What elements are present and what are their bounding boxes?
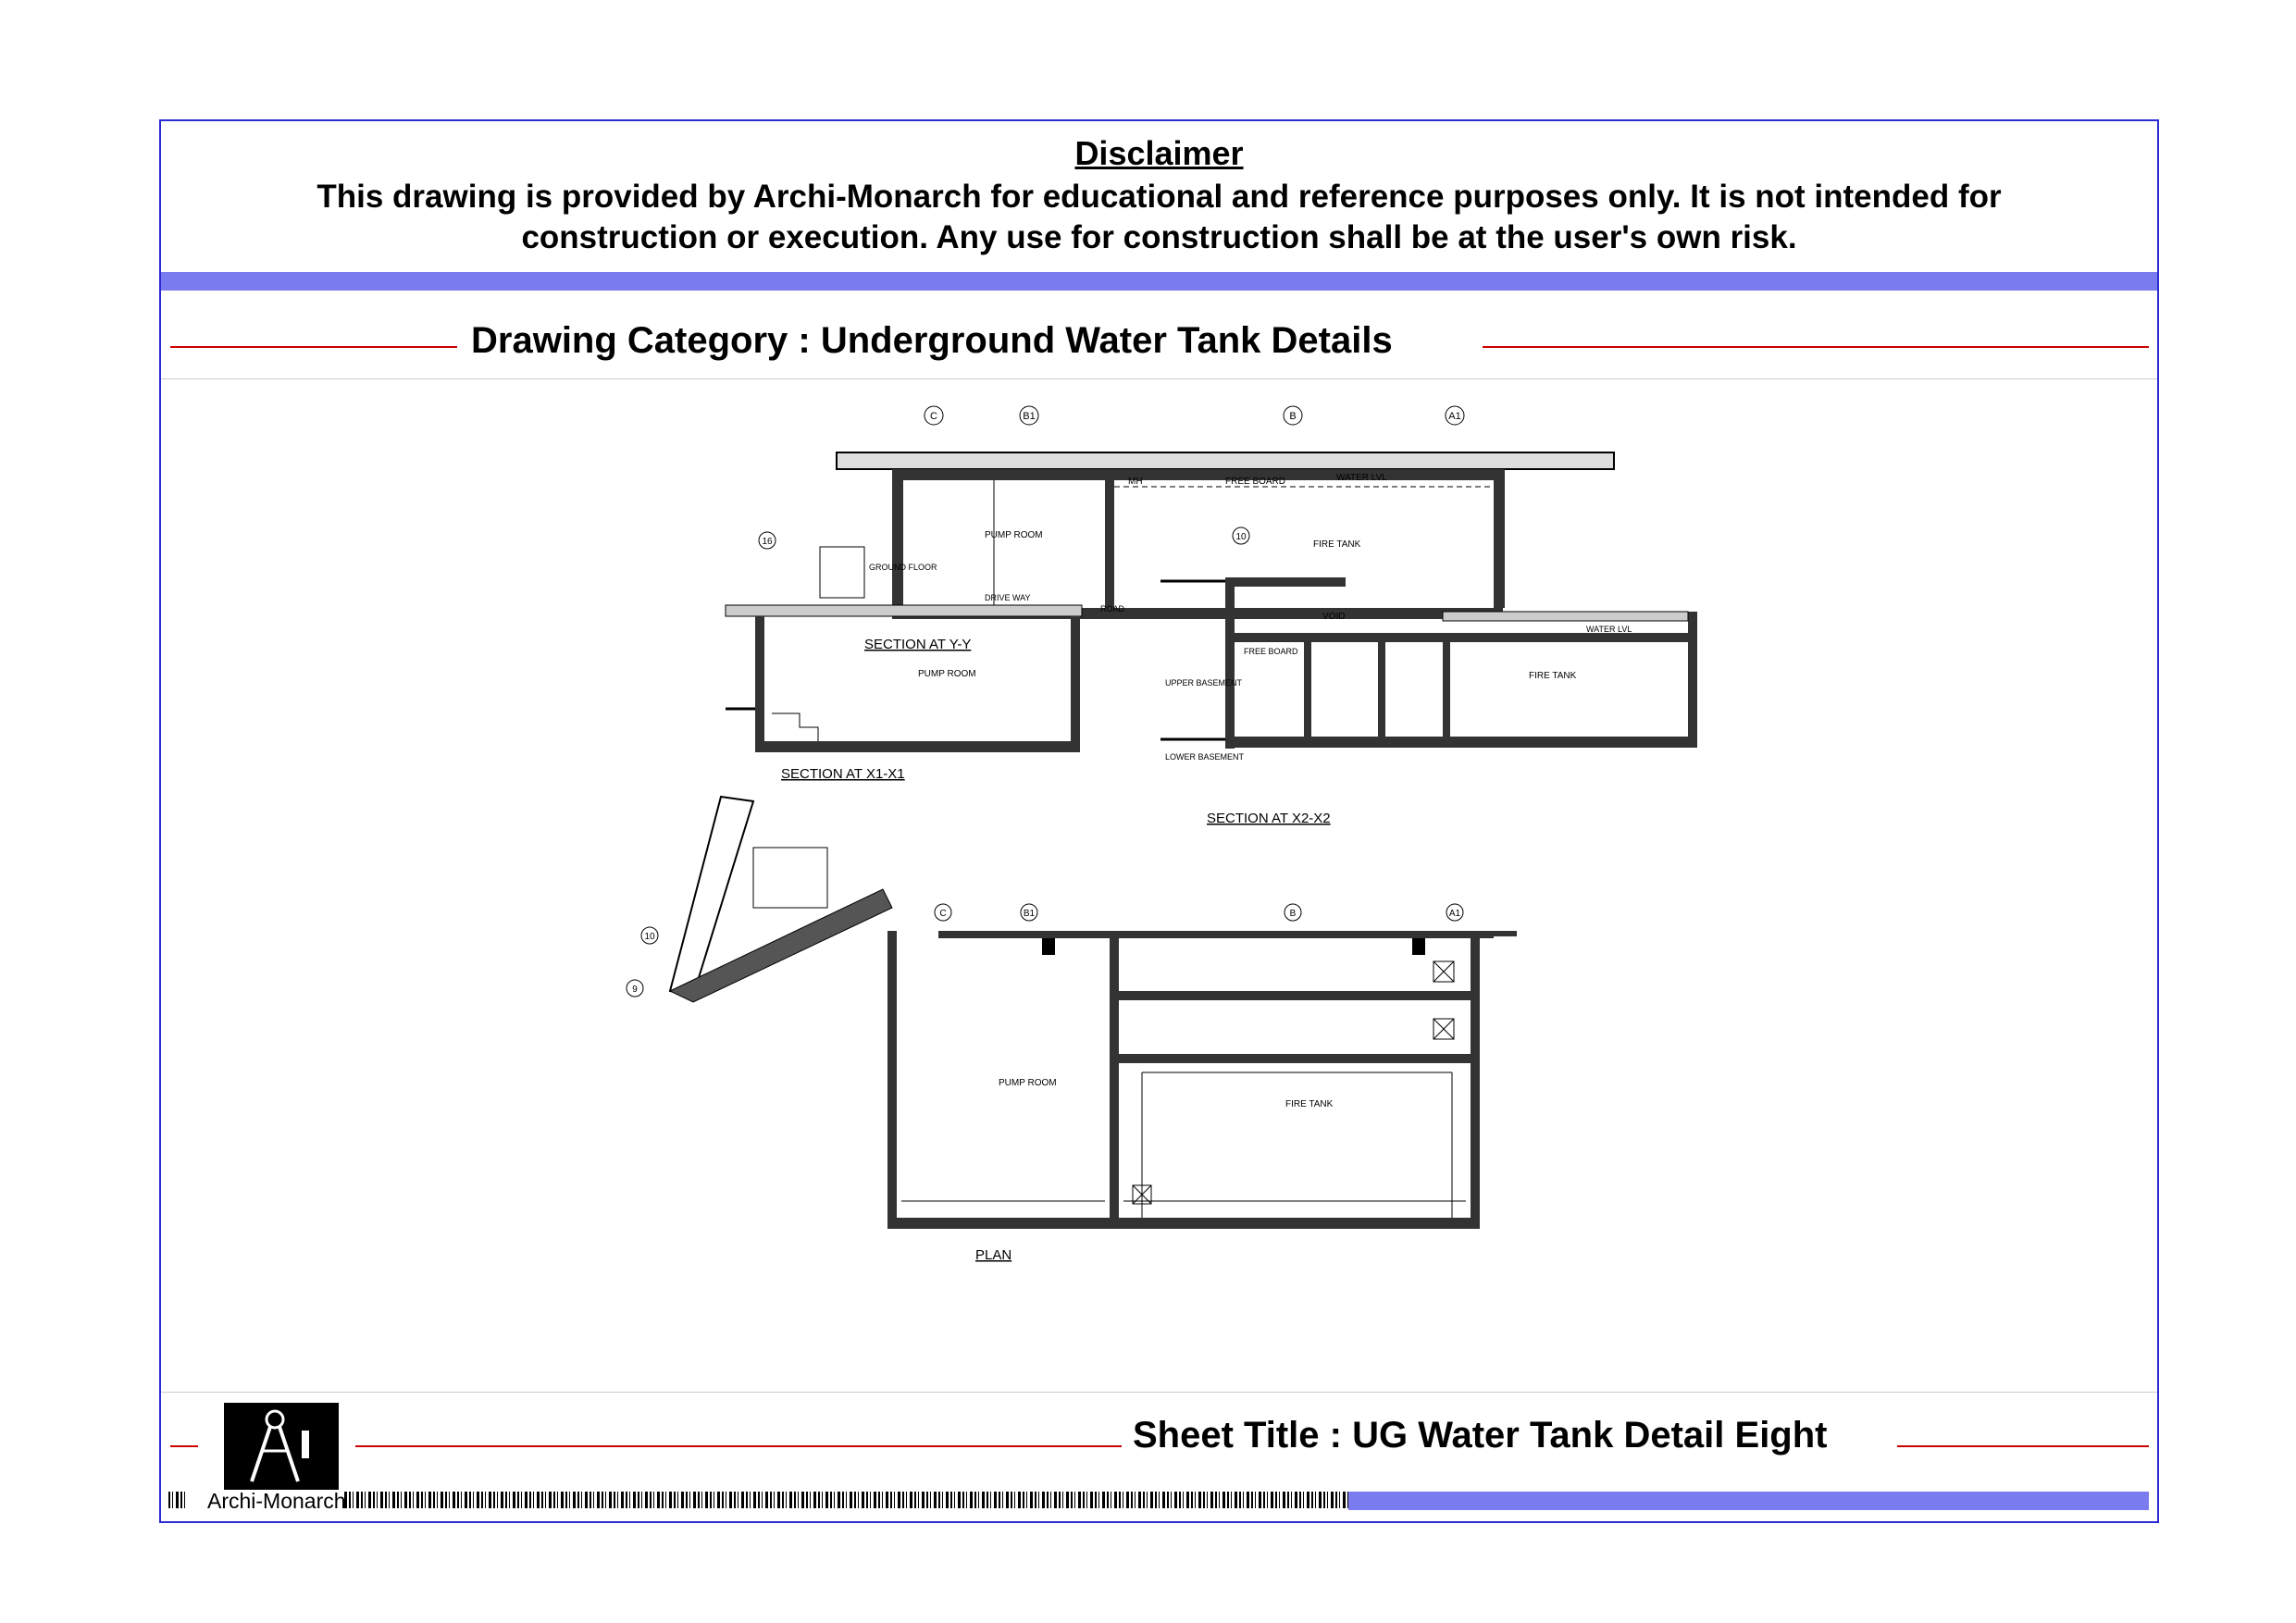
disclaimer-title: Disclaimer bbox=[1074, 134, 1244, 172]
category-rule-right bbox=[1483, 346, 2149, 348]
yy-grid-b: B bbox=[1289, 411, 1297, 422]
plan-view bbox=[627, 797, 1517, 1263]
category-rule-left bbox=[170, 346, 457, 348]
yy-pump-room-label: PUMP ROOM bbox=[985, 530, 1043, 540]
compass-icon bbox=[224, 1403, 339, 1491]
x2-free-board-label: FREE BOARD bbox=[1244, 647, 1298, 656]
plan-title: PLAN bbox=[975, 1247, 1012, 1263]
section-x1 bbox=[726, 532, 1125, 782]
x1-pump-room-label: PUMP ROOM bbox=[918, 669, 976, 679]
top-blue-band bbox=[161, 272, 2157, 291]
yy-grid-c: C bbox=[930, 411, 937, 422]
plan-fire-tank-label: FIRE TANK bbox=[1285, 1099, 1334, 1109]
sheet-frame bbox=[159, 119, 2159, 1523]
section-x2 bbox=[1160, 527, 1697, 826]
yy-free-board-label: FREE BOARD bbox=[1225, 477, 1286, 487]
section-x2-title: SECTION AT X2-X2 bbox=[1207, 811, 1331, 826]
plan-pump-room-label: PUMP ROOM bbox=[999, 1078, 1057, 1088]
archi-monarch-logo bbox=[224, 1403, 339, 1491]
plan-grid-b: B bbox=[1289, 909, 1297, 919]
footer-rule-right bbox=[1897, 1445, 2149, 1447]
yy-mh-label: MH bbox=[1128, 477, 1143, 487]
yy-fire-tank-label: FIRE TANK bbox=[1313, 539, 1361, 550]
x1-road-label: ROAD bbox=[1100, 604, 1125, 613]
plan-grid-a1: A1 bbox=[1448, 909, 1461, 919]
x2-water-lvl-label: WATER LVL bbox=[1586, 625, 1632, 634]
x2-grid-10: 10 bbox=[1235, 532, 1247, 542]
yy-grid-b1: B1 bbox=[1023, 411, 1036, 422]
logo-text: Archi-Monarch bbox=[207, 1489, 346, 1513]
disclaimer-line-2: construction or execution. Any use for construction shall be at the user's own risk. bbox=[521, 219, 1797, 255]
x2-lower-basement-label: LOWER BASEMENT bbox=[1165, 752, 1245, 762]
x1-grid-16: 16 bbox=[762, 537, 773, 547]
x1-drive-way-label: DRIVE WAY bbox=[985, 593, 1031, 602]
yy-grid-a1: A1 bbox=[1448, 411, 1461, 422]
plan-grid-10: 10 bbox=[644, 932, 655, 942]
section-yy-title: SECTION AT Y-Y bbox=[864, 637, 972, 652]
footer-rule-middle bbox=[355, 1445, 1122, 1447]
plan-grid-9: 9 bbox=[632, 985, 638, 995]
footer-divider bbox=[161, 1392, 2157, 1393]
yy-water-lvl-label: WATER LVL bbox=[1336, 473, 1387, 483]
x2-void-label: VOID bbox=[1322, 612, 1346, 622]
barcode-strip bbox=[168, 1492, 1371, 1508]
sheet-title: Sheet Title : UG Water Tank Detail Eight bbox=[1133, 1415, 1828, 1456]
drawing-category-title: Drawing Category : Underground Water Tank Details bbox=[471, 320, 1393, 361]
section-x1-title: SECTION AT X1-X1 bbox=[781, 766, 905, 782]
bottom-blue-band bbox=[1348, 1492, 2149, 1510]
cad-drawing bbox=[161, 380, 2157, 1514]
footer-rule-left bbox=[170, 1445, 198, 1447]
plan-grid-c: C bbox=[939, 909, 947, 919]
x2-upper-basement-label: UPPER BASEMENT bbox=[1165, 678, 1243, 688]
disclaimer-block bbox=[161, 121, 2157, 272]
x1-ground-floor-label: GROUND FLOOR bbox=[869, 563, 937, 572]
x2-fire-tank-label: FIRE TANK bbox=[1529, 671, 1577, 681]
disclaimer-text bbox=[235, 177, 2083, 258]
disclaimer-line-1: This drawing is provided by Archi-Monarch for educational and reference purposes only. It is not intended for bbox=[316, 179, 2002, 215]
plan-grid-b1: B1 bbox=[1023, 909, 1036, 919]
